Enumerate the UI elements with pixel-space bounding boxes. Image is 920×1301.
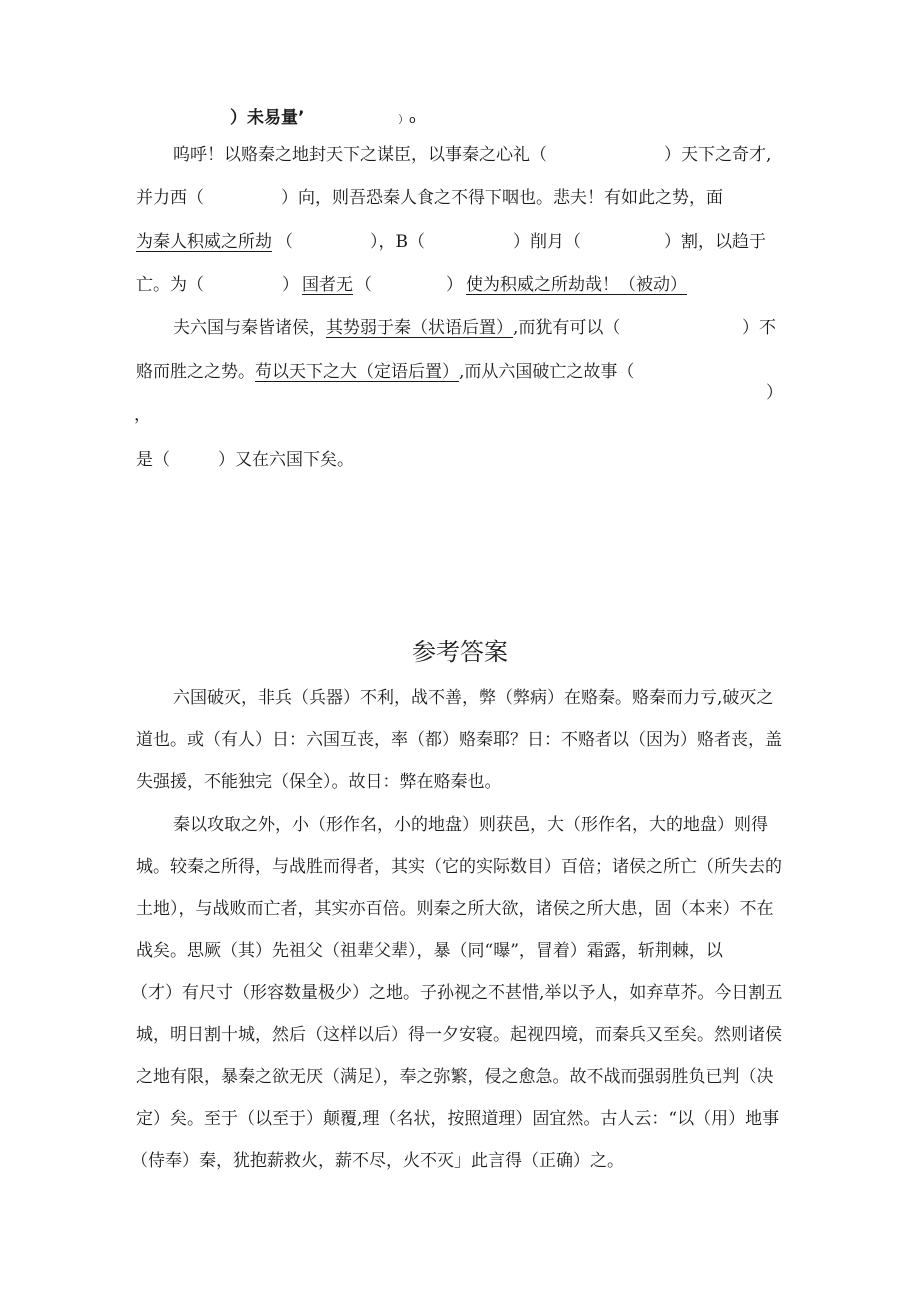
- exercise-line-1-tail: [398, 108, 416, 130]
- answer-line-11: 定）矣。至于（以至于）颠覆,理（名状，按照道理）固宜然。古人云：“以（用）地事: [136, 1109, 780, 1129]
- exercise-line-4-b: [276, 232, 293, 252]
- exercise-line-2-tail: [664, 145, 771, 165]
- exercise-line-9: [136, 450, 170, 470]
- exercise-text: 是（: [136, 450, 170, 470]
- answer-line-4: 秦以攻取之外，小（形作名，小的地盘）则获邑，大（形作名，大的地盘）则得: [173, 815, 768, 835]
- exercise-line-6: [173, 318, 620, 338]
- exercise-text: ）又在六国下矣。: [218, 450, 354, 470]
- exercise-text: ,而犹有可以（: [513, 318, 621, 338]
- exercise-line-9-tail: [218, 450, 354, 470]
- exercise-line-3-tail: [281, 188, 723, 208]
- exercise-line-5-c: [302, 275, 353, 295]
- exercise-line-8-comma: [134, 405, 151, 425]
- exercise-text: ），B（: [370, 232, 425, 252]
- exercise-text: ）: [282, 275, 299, 295]
- exercise-text: ）天下之奇才,: [664, 145, 772, 165]
- exercise-text: （: [355, 275, 372, 295]
- exercise-line-3: [136, 188, 204, 208]
- underlined-phrase: 使为积威之所劫哉！（被动）: [466, 275, 687, 295]
- exercise-line-4: [136, 232, 272, 252]
- exercise-text: ）未易量’: [230, 108, 305, 128]
- exercise-text: ）不: [742, 318, 776, 338]
- exercise-text: ,而从六国破亡之故事（: [459, 362, 635, 382]
- answer-line-12: （侍奉）秦，犹抱薪救火，薪不尽，火不灭」此言得（正确）之。: [131, 1151, 624, 1171]
- exercise-text: 亡。为（: [136, 275, 204, 295]
- answer-line-9: 城，明日割十城，然后（这样以后）得一夕安寝。起视四境，而秦兵又至矣。然则诸侯: [136, 1025, 782, 1045]
- answer-line-10: 之地有限，暴秦之欲无厌（满足），奉之弥繁，侵之愈急。故不战而强弱胜负已判（决: [136, 1067, 774, 1087]
- exercise-text: ）向，则吾恐秦人食之不得下咽也。悲夫！有如此之势，面: [281, 188, 723, 208]
- exercise-line-5-f: [466, 275, 687, 295]
- exercise-text: ）: [766, 383, 783, 403]
- underlined-phrase: 苟以天下之大（定语后置）: [255, 362, 459, 382]
- exercise-line-5-d: [355, 275, 372, 295]
- exercise-text: ）: [446, 275, 463, 295]
- exercise-text: ）削月（: [513, 232, 581, 252]
- answer-line-7: 战矣。思厥（其）先祖父（祖辈父辈），暴（同“曝”，冒着）霜露，斩荆棘，以: [136, 941, 723, 961]
- exercise-line-2: [173, 145, 547, 165]
- exercise-line-5-e: [446, 275, 463, 295]
- answer-line-1: 六国破灭，非兵（兵器）不利，战不善，弊（弊病）在赂秦。赂秦而力亏,破灭之: [173, 688, 774, 708]
- answer-line-5: 城。较秦之所得，与战胜而得者，其实（它的实际数目）百倍；诸侯之所亡（所失去的: [136, 857, 782, 877]
- answer-line-6: 土地），与战败而亡者，其实亦百倍。则秦之所大欲，诸侯之所大患，固（本来）不在: [136, 899, 774, 919]
- exercise-text: 夫六国与秦皆诸侯，: [173, 318, 326, 338]
- exercise-text: （: [276, 232, 293, 252]
- exercise-line-6-tail: [742, 318, 776, 338]
- exercise-line-1: [230, 108, 304, 128]
- exercise-line-4-e: [664, 232, 766, 252]
- answer-line-8: （才）有尺寸（形容数量极少）之地。子孙视之不甚惜,举以予人，如弃草芥。今日割五: [131, 983, 783, 1003]
- exercise-line-4-c: [370, 232, 425, 252]
- answer-line-2: 道也。或（有人）日：六国互丧，率（都）赂秦耶？日：不赂者以（因为）赂者丧，盖: [136, 730, 782, 750]
- answer-title: 参考答案: [412, 638, 508, 666]
- underlined-phrase: 为秦人积威之所劫: [136, 232, 272, 252]
- exercise-line-8: [766, 383, 783, 403]
- answer-line-3: 失强援，不能独完（保全）。故日：弊在赂秦也。: [136, 772, 502, 792]
- underlined-phrase: 其势弱于秦（状语后置）: [326, 318, 513, 338]
- exercise-line-5-b: [282, 275, 299, 295]
- underlined-phrase: 国者无: [302, 275, 353, 295]
- exercise-line-7: [136, 362, 634, 382]
- exercise-text: ）o: [398, 113, 416, 126]
- exercise-text: ，: [134, 405, 151, 425]
- exercise-text: 并力西（: [136, 188, 204, 208]
- exercise-line-4-d: [513, 232, 581, 252]
- exercise-text: ）割，以趋于: [664, 232, 766, 252]
- exercise-line-5: [136, 275, 204, 295]
- exercise-text: 赂而胜之之势。: [136, 362, 255, 382]
- exercise-text: 呜呼！以赂秦之地封天下之谋臣，以事秦之心礼（: [173, 145, 547, 165]
